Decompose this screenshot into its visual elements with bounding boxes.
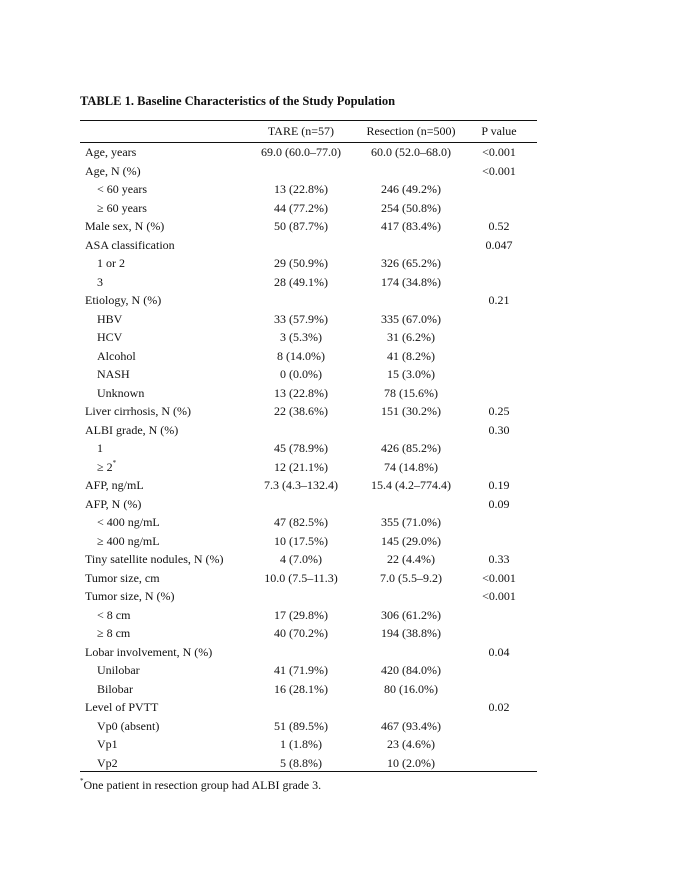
cell-p-value: 0.047: [485, 237, 513, 252]
cell-tare: 51 (89.5%): [274, 718, 328, 733]
cell-tare: 29 (50.9%): [274, 256, 328, 270]
table-row: [0, 754, 680, 773]
row-label-text: ALBI grade, N (%): [85, 422, 179, 437]
cell-tare: 7.3 (4.3–132.4): [264, 478, 338, 492]
cell-tare: 13 (22.8%): [274, 182, 328, 196]
cell-resection: 246 (49.2%): [381, 182, 441, 196]
table-row: [0, 180, 680, 199]
cell-tare: 17 (29.8%): [274, 607, 328, 622]
row-label: [97, 384, 144, 403]
cell-p-value: 0.33: [488, 552, 510, 566]
row-label-text: Male sex, N (%): [85, 219, 165, 233]
cell-tare: 28 (49.1%): [274, 274, 328, 289]
cell-p-value: <0.001: [482, 589, 516, 603]
footnote-text: One patient in resection group had ALBI grade 3.: [83, 778, 322, 792]
table-row: [0, 384, 680, 403]
cell-p-value: <0.001: [482, 163, 516, 178]
cell-p-value: 0.02: [488, 700, 510, 714]
table-row: [0, 273, 680, 292]
row-label-text: 1: [97, 441, 103, 455]
row-label: [97, 439, 103, 458]
table-row: [0, 587, 680, 606]
row-label-text: Age, years: [85, 145, 137, 159]
cell-resection: 15.4 (4.2–774.4): [371, 478, 451, 492]
row-label: [85, 495, 141, 514]
row-label-text: NASH: [97, 367, 130, 381]
row-label-text: Tumor size, N (%): [85, 589, 175, 603]
row-label: [97, 661, 140, 680]
row-label: [85, 421, 178, 440]
row-label-text: HBV: [97, 311, 123, 326]
table-row: [0, 495, 680, 514]
row-label-text: HCV: [97, 330, 123, 344]
row-label: [97, 199, 147, 218]
cell-tare: 4 (7.0%): [280, 552, 322, 566]
row-label-footnote-marker: *: [112, 458, 117, 467]
table-row: [0, 606, 680, 625]
row-label: [85, 236, 175, 255]
table-row: [0, 458, 680, 477]
cell-tare: 5 (8.8%): [280, 755, 322, 770]
row-label: [85, 291, 161, 310]
cell-tare: 47 (82.5%): [274, 515, 328, 529]
cell-p-value: 0.30: [488, 422, 510, 437]
table-row: [0, 236, 680, 255]
cell-tare: 41 (71.9%): [274, 663, 328, 677]
row-label-text: Etiology, N (%): [85, 293, 162, 307]
footnote-marker: *: [80, 777, 84, 785]
row-label-text: Liver cirrhosis, N (%): [85, 404, 191, 418]
row-label: [97, 273, 103, 292]
cell-resection: 15 (3.0%): [387, 367, 435, 381]
table-row: [0, 347, 680, 366]
row-label-text: ≥ 8 cm: [97, 626, 131, 640]
cell-tare: 33 (57.9%): [274, 311, 328, 326]
table-row: [0, 661, 680, 680]
cell-resection: 80 (16.0%): [384, 681, 438, 696]
row-label-text: ASA classification: [85, 237, 175, 252]
table-row: [0, 143, 680, 162]
row-label-text: ≥ 2: [97, 459, 113, 474]
cell-resection: 467 (93.4%): [381, 718, 441, 733]
cell-p-value: 0.25: [488, 404, 510, 418]
row-label-text: < 60 years: [97, 182, 148, 196]
table-row: [0, 550, 680, 569]
cell-resection: 174 (34.8%): [381, 274, 441, 289]
row-label-text: Bilobar: [97, 681, 133, 696]
row-label-text: Vp2: [97, 755, 118, 770]
row-label: [85, 643, 212, 662]
cell-resection: 74 (14.8%): [384, 459, 438, 474]
cell-resection: 420 (84.0%): [381, 663, 441, 677]
table-row: [0, 735, 680, 754]
row-label-text: Tumor size, cm: [85, 570, 160, 585]
header-resection: Resection (n=500): [366, 124, 456, 138]
cell-resection: 60.0 (52.0–68.0): [371, 145, 451, 159]
cell-tare: 1 (1.8%): [280, 737, 322, 751]
table-row: [0, 643, 680, 662]
table-row: [0, 717, 680, 736]
row-label-text: < 8 cm: [97, 607, 131, 622]
table-top-rule: [80, 120, 537, 121]
row-label: [85, 698, 158, 717]
table-row: [0, 402, 680, 421]
row-label: [97, 680, 133, 699]
cell-resection: 23 (4.6%): [387, 737, 435, 751]
row-label-text: ≥ 60 years: [97, 200, 147, 215]
table-row: [0, 569, 680, 588]
row-label: [85, 587, 175, 606]
cell-p-value: <0.001: [482, 145, 516, 159]
cell-tare: 69.0 (60.0–77.0): [261, 145, 341, 159]
row-label: [97, 458, 116, 477]
table-row: [0, 439, 680, 458]
table-footnote: [80, 778, 321, 793]
cell-tare: 13 (22.8%): [274, 385, 328, 400]
cell-tare: 10.0 (7.5–11.3): [264, 570, 338, 585]
table-row: [0, 532, 680, 551]
cell-resection: 151 (30.2%): [381, 404, 441, 418]
cell-tare: 50 (87.7%): [274, 219, 328, 233]
row-label-text: < 400 ng/mL: [97, 515, 160, 529]
cell-resection: 194 (38.8%): [381, 626, 441, 640]
cell-p-value: 0.09: [488, 496, 510, 511]
row-label-text: Tiny satellite nodules, N (%): [85, 552, 224, 566]
row-label: [85, 162, 141, 181]
cell-resection: 41 (8.2%): [387, 348, 435, 363]
row-label: [97, 513, 160, 532]
table-title: TABLE 1. Baseline Characteristics of the Study Population: [80, 94, 396, 108]
row-label: [85, 217, 164, 236]
row-label-text: Level of PVTT: [85, 700, 159, 714]
table-row: [0, 365, 680, 384]
table-row: [0, 310, 680, 329]
cell-resection: 22 (4.4%): [387, 552, 435, 566]
row-label-text: AFP, N (%): [85, 496, 142, 511]
header-tare: TARE (n=57): [267, 124, 335, 138]
row-label: [97, 606, 130, 625]
cell-resection: 78 (15.6%): [384, 385, 438, 400]
cell-tare: 22 (38.6%): [274, 404, 328, 418]
cell-tare: 45 (78.9%): [274, 441, 328, 455]
table-row: [0, 328, 680, 347]
row-label: [85, 476, 144, 495]
cell-resection: 426 (85.2%): [381, 441, 441, 455]
cell-resection: 306 (61.2%): [381, 607, 441, 622]
row-label: [97, 532, 160, 551]
row-label-text: ≥ 400 ng/mL: [97, 533, 160, 548]
row-label: [97, 310, 122, 329]
row-label: [97, 254, 125, 273]
table-bottom-rule: [80, 771, 537, 772]
cell-resection: 7.0 (5.5–9.2): [380, 570, 442, 585]
row-label-text: 3: [97, 274, 103, 289]
row-label: [97, 347, 136, 366]
row-label: [97, 754, 118, 773]
row-label-text: Vp0 (absent): [97, 718, 160, 733]
row-label-text: 1 or 2: [97, 256, 125, 270]
cell-resection: 254 (50.8%): [381, 200, 441, 215]
row-label: [85, 569, 160, 588]
row-label-text: Alcohol: [97, 348, 136, 363]
cell-resection: 326 (65.2%): [381, 256, 441, 270]
row-label-text: Unknown: [97, 385, 145, 400]
row-label: [97, 717, 159, 736]
cell-p-value: 0.19: [488, 478, 510, 492]
table-row: [0, 162, 680, 181]
cell-tare: 40 (70.2%): [274, 626, 328, 640]
cell-tare: 16 (28.1%): [274, 681, 328, 696]
table-row: [0, 680, 680, 699]
table-row: [0, 254, 680, 273]
table-row: [0, 217, 680, 236]
row-label-text: AFP, ng/mL: [85, 478, 144, 492]
table-row: [0, 199, 680, 218]
cell-tare: 44 (77.2%): [274, 200, 328, 215]
row-label: [85, 550, 224, 569]
cell-p-value: 0.52: [488, 219, 510, 233]
cell-resection: 335 (67.0%): [381, 311, 441, 326]
row-label-text: Lobar involvement, N (%): [85, 644, 213, 659]
row-label: [85, 143, 136, 162]
table-row: [0, 476, 680, 495]
cell-p-value: 0.21: [488, 293, 510, 307]
table-row: [0, 513, 680, 532]
cell-resection: 355 (71.0%): [381, 515, 441, 529]
table-row: [0, 421, 680, 440]
cell-tare: 3 (5.3%): [280, 330, 322, 344]
table-row: [0, 291, 680, 310]
cell-p-value: <0.001: [482, 570, 516, 585]
row-label: [97, 328, 122, 347]
table-row: [0, 698, 680, 717]
row-label-text: Unilobar: [97, 663, 140, 677]
cell-tare: 0 (0.0%): [280, 367, 322, 381]
header-p-value: P value: [481, 124, 517, 138]
cell-resection: 145 (29.0%): [381, 533, 441, 548]
row-label-text: Vp1: [97, 737, 118, 751]
cell-resection: 417 (83.4%): [381, 219, 441, 233]
table-body: [0, 143, 680, 772]
cell-p-value: 0.04: [488, 644, 510, 659]
cell-resection: 10 (2.0%): [387, 755, 435, 770]
table-row: [0, 624, 680, 643]
row-label: [97, 180, 147, 199]
cell-tare: 10 (17.5%): [274, 533, 328, 548]
row-label: [97, 624, 130, 643]
cell-tare: 8 (14.0%): [277, 348, 325, 363]
row-label: [97, 365, 130, 384]
cell-resection: 31 (6.2%): [387, 330, 435, 344]
table-header: [0, 124, 680, 140]
row-label: [85, 402, 191, 421]
cell-tare: 12 (21.1%): [274, 459, 328, 474]
row-label-text: Age, N (%): [85, 163, 141, 178]
row-label: [97, 735, 118, 754]
